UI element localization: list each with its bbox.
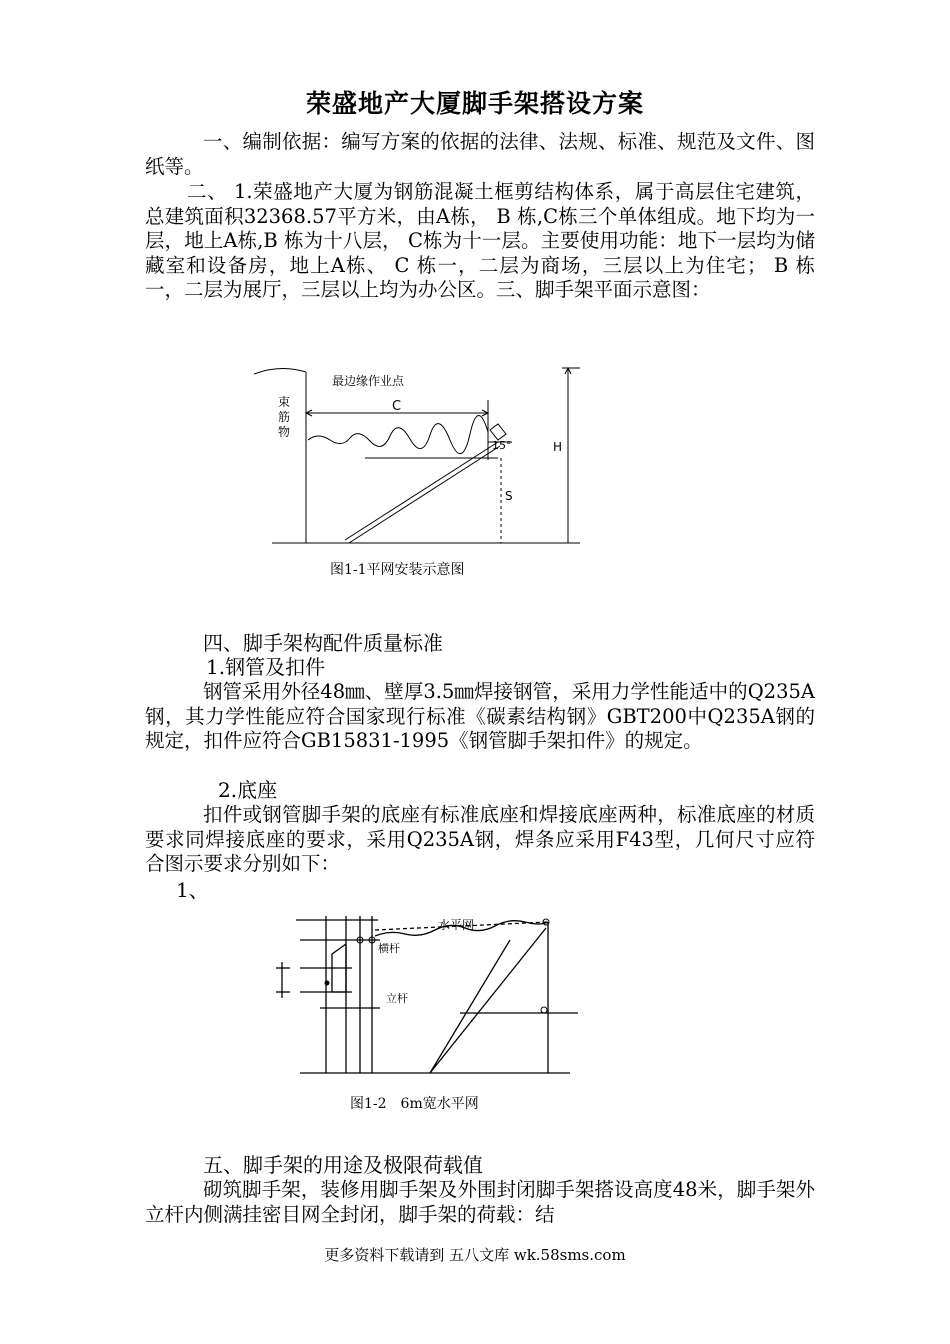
page-footer: 更多资料下载请到 五八文库 wk.58sms.com	[324, 1246, 626, 1264]
paragraph-base: 扣件或钢管脚手架的底座有标准底座和焊接底座两种，标准底座的材质要求同焊接底座的要求，采用Q235A钢，焊条应采用F43型，几何尺寸应符合图示要求分别如下：	[145, 803, 815, 875]
figure-1-1-net-installation	[250, 360, 590, 585]
label-upright: 立杆	[386, 992, 408, 1005]
label-building-2: 筋	[278, 410, 291, 424]
paragraph-usage-load: 砌筑脚手架，装修用脚手架及外围封闭脚手架搭设高度48米，脚手架外立杆内侧满挂密目网全封闭，脚手架的荷载：结	[145, 1178, 815, 1226]
diagonal-net-line	[430, 928, 546, 1073]
label-angle: 15°	[492, 439, 512, 452]
document-title: 荣盛地产大厦脚手架搭设方案	[305, 89, 644, 118]
label-horizontal-net: 水平网	[438, 918, 475, 932]
coupler-4	[541, 1007, 547, 1013]
diagonal-net-line-b	[349, 446, 500, 543]
anchor-dot	[325, 981, 329, 985]
list-item-1: 1、	[176, 878, 209, 902]
paragraph-project-overview: 二、 1.荣盛地产大厦为钢筋混凝土框剪结构体系，属于高层住宅建筑，总建筑面积32368.57平方米，由A栋， B 栋,C栋三个单体组成。地下均为一层，地上A栋,B 栋为十八层， C栋为十一层。主要使用功能：地下一层均为储藏室和设备房，地上A栋、 C 栋一，二层为商场，三层以上为住宅； B 栋一，二层为展厅，三层以上均为办公区。三、脚手架平面示意图：	[145, 180, 815, 301]
subsection-base: 2.底座	[218, 778, 278, 802]
building-edge-curve	[254, 368, 306, 374]
figure-1-1-caption: 图1-1平网安装示意图	[330, 562, 465, 578]
label-dimension-s: S	[505, 489, 513, 503]
net-support-bracket	[490, 424, 506, 440]
figure-1-2-caption: 图1-2 6m宽水平网	[350, 1096, 479, 1112]
horizontal-net-wave	[308, 415, 488, 453]
label-building-1: 束	[278, 395, 291, 409]
diagonal-net-line-a	[345, 442, 498, 540]
label-building-3: 物	[278, 425, 291, 439]
figure-1-2-horizontal-net	[260, 908, 590, 1118]
label-dimension-h: H	[553, 440, 563, 454]
paragraph-basis: 一、编制依据：编写方案的依据的法律、法规、标准、规范及文件、图纸等。	[145, 130, 815, 178]
diagonal-brace	[430, 940, 510, 1073]
subsection-steel-pipe: 1.钢管及扣件	[206, 655, 326, 679]
paragraph-steel-pipe: 钢管采用外径48㎜、壁厚3.5㎜焊接钢管，采用力学性能适中的Q235A钢，其力学性能应符合国家现行标准《碳素结构钢》GBT200中Q235A钢的规定，扣件应符合GB15831-1995《钢管脚手架扣件》的规定。	[145, 680, 815, 752]
section-4-heading: 四、脚手架构配件质量标准	[203, 631, 443, 655]
label-crossbar: 横杆	[378, 942, 400, 955]
label-edge-point: 最边缘作业点	[332, 374, 405, 388]
label-dimension-c: C	[392, 399, 402, 414]
section-5-heading: 五、脚手架的用途及极限荷载值	[203, 1153, 483, 1177]
